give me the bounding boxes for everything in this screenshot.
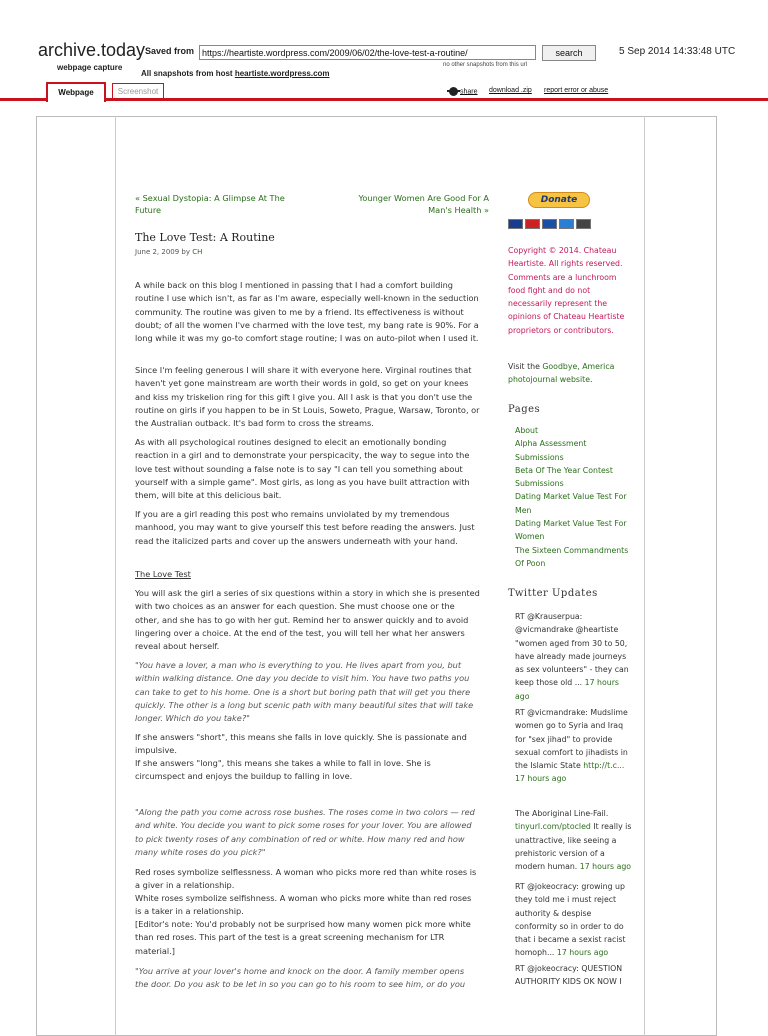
answer-short: If she answers "short", this means she falls in love quickly. She is passionate and impulsive. <box>135 732 467 756</box>
payment-cards <box>508 214 614 224</box>
post-paragraph: A while back on this blog I mentioned in passing that I had a comfort building routine I use which isn't, as far as I'm aware, especially well-known in the seduction community. The routine was given to me by a friend. Its effectiveness is without doubt; of all the women I've charmed with the love test, my bang rate is 90%. For a long while it was my go-to comfort stage routine; I was on auto-pilot when I used it. <box>135 280 479 344</box>
page-link-about[interactable]: About <box>515 426 539 435</box>
post-date: June 2, 2009 by <box>135 248 190 256</box>
visit-text <box>508 360 632 386</box>
visit-prefix: Visit the <box>508 362 540 371</box>
tweet <box>515 706 633 786</box>
tweet-time-link[interactable]: 17 hours ago <box>556 948 609 958</box>
post-paragraph: As with all psychological routines designed to elecit an emotionally bonding reaction in a girl and to demonstrate your perspicacity, the way to segue into the love test without sounding a false note is to say "I can tell you something about yourself with a simple game". Most girls, as long as you have built attraction with them, will bite at this delicious bait. <box>135 437 470 501</box>
tab-webpage[interactable]: Webpage <box>46 82 106 102</box>
goodbye-america-link[interactable]: Goodbye, America photojournal website <box>508 362 615 384</box>
pages-list <box>515 424 633 570</box>
all-snapshots-line <box>141 69 330 78</box>
post-paragraph: You will ask the girl a series of six questions within a story in which she is presented with two choices as an answer for each question. She must choose one or the other, and she has to go with her gut. Remind her to answer quickly and to avoid lingering over a choice. At the end of the test, you will tell her what her answers reveal about herself. <box>135 588 480 652</box>
twitter-heading: Twitter Updates <box>508 588 598 599</box>
saved-from-label: Saved from <box>145 46 195 56</box>
card-icon <box>559 219 574 229</box>
page-link-dmv-men[interactable]: Dating Market Value Test For Men <box>515 492 627 515</box>
next-post-link[interactable]: Younger Women Are Good For A Man's Health » <box>358 193 489 215</box>
post-paragraph: If you are a girl reading this post who remains unviolated by my tremendous manhood, you may want to give yourself this test before reading the answers. Just read the italicized parts and cover up the answers underneath with your hand. <box>135 509 475 546</box>
tweet-time-link[interactable]: 17 hours ago <box>579 862 632 872</box>
tweet <box>515 610 633 703</box>
tweet <box>515 880 633 960</box>
love-test-subheading: The Love Test <box>135 569 191 579</box>
tweet-text: RT @vicmandrake: Mudslime women go to Syria and Iraq for "sex jihad" to provide sexual comfort to jihadists in the Islamic State <box>515 708 628 771</box>
tweet-link[interactable]: tinyurl.com/ptocled <box>515 822 591 832</box>
share-link[interactable] <box>449 87 478 96</box>
all-snapshots-label: All snapshots <box>141 69 194 78</box>
card-icon <box>542 219 557 229</box>
donate-button[interactable]: Donate <box>528 192 590 208</box>
tweet-text-cont: It really is unattractive, like seeing a prehistoric version of a modern human. <box>515 822 632 872</box>
card-icon <box>576 219 591 229</box>
card-icon <box>525 219 540 229</box>
archive-logo[interactable]: archive.today <box>38 40 146 60</box>
tweet-link[interactable]: http://t.c... <box>583 761 625 771</box>
tweet-time-link[interactable]: 17 hours ago <box>515 678 619 701</box>
card-icon <box>508 219 523 229</box>
question-1: "You have a lover, a man who is everything to you. He lives apart from you, but within walking distance. One day you decide to visit him. You have two paths you can take to get to his home. One is a short but boring path that will get you there quickly. The other is a long but scenic path with many beautiful sites that will take longer. Which do you take?" <box>135 660 474 724</box>
post-title: The Love Test: A Routine <box>135 231 275 244</box>
tab-screenshot[interactable]: Screenshot <box>112 83 164 100</box>
answer-long: If she answers "long", this means she takes a while to fall in love. She is circumspect and enjoys the buildup to falling in love. <box>135 758 431 782</box>
archive-logo-subtitle: webpage capture <box>57 63 123 72</box>
answer-red-roses: Red roses symbolize selflessness. A woman who picks more red than white roses is a giver in a relationship. <box>135 867 477 891</box>
question-3: "You arrive at your lover's home and knock on the door. A family member opens the door. Do you ask to be let in so you can go to his room to see him, or do you <box>135 966 466 990</box>
page-link-dmv-women[interactable]: Dating Market Value Test For Women <box>515 519 627 542</box>
previous-post-link[interactable]: « Sexual Dystopia: A Glimpse At The Future <box>135 193 285 215</box>
page-link-sixteen-commandments[interactable]: The Sixteen Commandments Of Poon <box>515 545 629 568</box>
answer-white-roses: White roses symbolize selfishness. A woman who picks more white than red roses is a taker in a relationship. <box>135 893 472 917</box>
search-button[interactable]: search <box>542 45 596 61</box>
page-link-alpha-assessment[interactable]: Alpha Assessment Submissions <box>515 439 587 462</box>
post-paragraph: Since I'm feeling generous I will share it with everyone here. Virginal routines that haven't yet gone mainstream are worth their words in gold, so get on your knees and kiss my triskelion ring for this gift I give you. All I ask is that you don't use the routine on girls if you happen to be in St Louis, Soweto, Prague, Warsaw, Toronto, or the Australian outback. It's bad form to cross the streams. <box>135 365 480 429</box>
page-link-beta-of-the-year[interactable]: Beta Of The Year Contest Submissions <box>515 465 613 489</box>
pages-heading: Pages <box>508 404 541 415</box>
report-error-link[interactable]: report error or abuse <box>544 87 609 94</box>
copyright-notice: Copyright © 2014. Chateau Heartiste. All rights reserved. Comments are a lunchroom food fight and do not necessarily represent the opinions of Chateau Heartiste proprietors or contributors. <box>508 246 625 335</box>
archive-header <box>0 0 768 118</box>
post-meta <box>135 248 202 256</box>
no-other-snapshots-text: no other snapshots from this url <box>443 62 528 68</box>
share-icon <box>449 87 458 96</box>
question-2: "Along the path you come across rose bushes. The roses come in two colors — red and white. You decide you want to pick some roses for your lover. You are allowed to pick twenty roses of any combination of red or white. How many red and how many white roses do you pick?" <box>135 807 475 857</box>
url-input[interactable] <box>199 45 536 60</box>
tweet <box>515 807 633 873</box>
editor-note: [Editor's note: You'd probably not be surprised how many women pick more white than red roses. This part of the test is a great screening mechanism for LTR material.] <box>135 919 471 956</box>
share-label: share <box>460 88 478 96</box>
visit-suffix: . <box>590 375 593 384</box>
tweet-text: RT @jokeocracy: QUESTION AUTHORITY KIDS OK NOW I <box>515 964 623 987</box>
post-author-link[interactable]: CH <box>192 248 203 256</box>
tweet <box>515 962 633 989</box>
tweet-text: RT @jokeocracy: growing up they told me i must reject authority & despise conformity so in order to do that i became a sexist racist homoph... <box>515 882 626 958</box>
capture-date: 5 Sep 2014 14:33:48 UTC <box>619 46 736 57</box>
tweet-text: The Aboriginal Line-Fail. <box>515 809 609 818</box>
tweet-text: RT @Krauserpua: @vicmandrake @heartiste "women aged from 30 to 50, have already made journeys as sex volunteers" - they can keep those old ... <box>515 612 629 688</box>
host-link[interactable]: heartiste.wordpress.com <box>234 69 330 78</box>
tweet-time-link[interactable]: 17 hours ago <box>515 774 567 784</box>
download-zip-link[interactable]: download .zip <box>489 87 532 94</box>
from-host-label: from host <box>195 69 233 78</box>
